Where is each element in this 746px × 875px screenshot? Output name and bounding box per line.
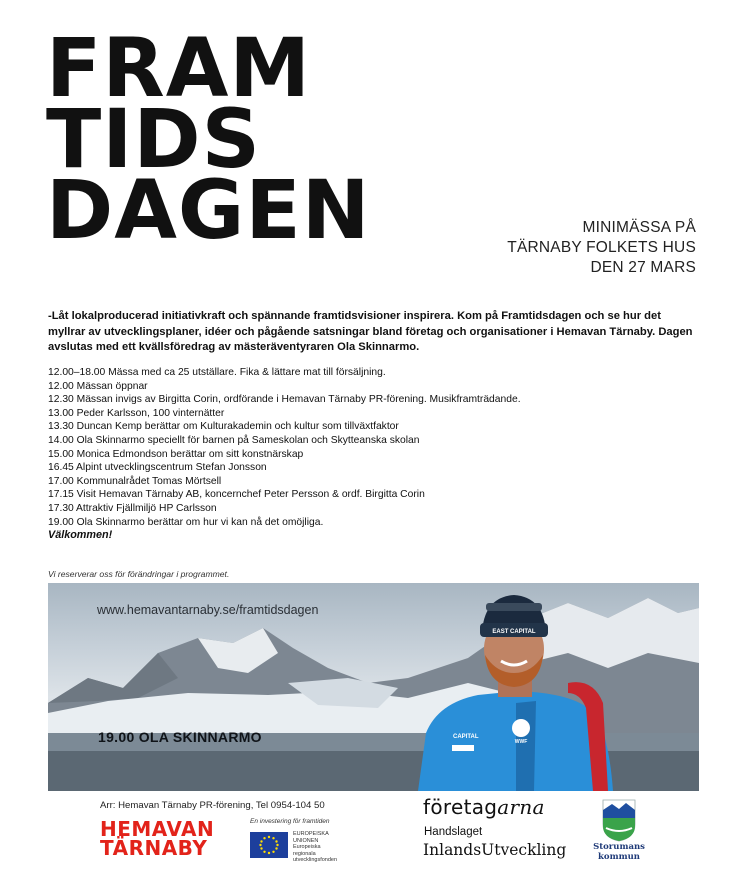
eu-tagline: En investering för framtiden <box>250 818 330 825</box>
hemavan-logo-line-1: HEMAVAN <box>100 817 215 841</box>
schedule-item: 19.00 Ola Skinnarmo berättar om hur vi kan nå det omöjliga. <box>48 516 324 528</box>
website-url[interactable]: www.hemavantarnaby.se/framtidsdagen <box>97 603 319 617</box>
hemavan-logo-line-2: TÄRNABY <box>100 836 208 860</box>
inlandsutveckling-logo: InlandsUtveckling <box>423 841 567 859</box>
storuman-line-2: kommun <box>598 851 640 862</box>
subhead-line-3: DEN 27 MARS <box>590 259 696 276</box>
handslaget-label: Handslaget <box>424 826 483 838</box>
schedule-item: 13.30 Duncan Kemp berättar om Kulturakademin och kultur som tillväxtfaktor <box>48 421 399 433</box>
schedule-item: 17.30 Attraktiv Fjällmiljö HP Carlsson <box>48 502 217 514</box>
jacket-logo-text: CAPITAL <box>453 734 479 740</box>
eu-text-line: utvecklingsfonden <box>293 857 338 863</box>
eu-text-line: regionala <box>293 850 316 857</box>
schedule-item: 12.30 Mässan invigs av Birgitta Corin, ordförande i Hemavan Tärnaby PR-förening. Musikframträdande. <box>48 394 521 406</box>
intro-paragraph: -Låt lokalproducerad initiativkraft och spännande framtidsvisioner inspirera. Kom på Framtidsdagen och se hur det myllrar av utvecklingsplaner, idéer och pågående satsningar bland företag och organisationer i Hemavan Tärnaby. Dagen avslutas med ett kvällsföredrag av mästeräventyraren Ola Skinnarmo. <box>48 310 693 353</box>
foretagarna-part2: arna <box>497 795 545 819</box>
wwf-logo <box>512 719 530 737</box>
photo-caption: 19.00 OLA SKINNARMO <box>98 729 262 745</box>
jacket-patch <box>452 745 474 751</box>
schedule-list <box>48 366 698 543</box>
arranger-info: Arr: Hemavan Tärnaby PR-förening, Tel 0954-104 50 <box>100 800 325 811</box>
welcome-text: Välkommen! <box>48 529 113 542</box>
schedule-item: 17.00 Kommunalrådet Tomas Mörtsell <box>48 475 222 487</box>
foretagarna-part1: företag <box>423 795 498 819</box>
subhead-line-1: MINIMÄSSA PÅ <box>582 219 696 236</box>
storuman-crest-icon <box>588 798 650 842</box>
schedule-item: 14.00 Ola Skinnarmo speciellt för barnen på Sameskolan och Skytteanska skolan <box>48 434 420 446</box>
schedule-item: 13.00 Peder Karlsson, 100 vinternätter <box>48 407 225 419</box>
storuman-text <box>588 843 650 862</box>
foretagarna-logo <box>423 795 545 819</box>
title-line-2: TIDS <box>46 93 261 187</box>
cap-logo-text: EAST CAPITAL <box>492 629 536 635</box>
schedule-item: 17.15 Visit Hemavan Tärnaby AB, koncernchef Peter Persson & ordf. Birgitta Corin <box>48 489 425 501</box>
event-title <box>46 22 406 258</box>
eu-flag-icon <box>250 832 288 858</box>
schedule-item: 12.00–18.00 Mässa med ca 25 utställare. Fika & lättare mat till försäljning. <box>48 367 386 378</box>
subhead-line-2: TÄRNABY FOLKETS HUS <box>507 239 696 256</box>
event-subheading <box>507 218 696 278</box>
schedule-item: 12.00 Mässan öppnar <box>48 380 148 392</box>
disclaimer: Vi reserverar oss för förändringar i programmet. <box>48 569 230 579</box>
title-line-1: FRAM <box>46 22 311 116</box>
eu-text-line: EUROPEISKA <box>293 831 329 837</box>
footer-left <box>100 800 338 863</box>
hemavan-tarnaby-logo <box>100 817 215 860</box>
eu-text-line: UNIONEN <box>293 837 319 844</box>
eu-text <box>293 831 337 864</box>
eu-funding-logo <box>250 818 360 863</box>
schedule-item: 15.00 Monica Edmondson berättar om sitt konstnärskap <box>48 448 304 460</box>
eu-text-line: Europeiska <box>293 844 321 850</box>
title-line-3: DAGEN <box>46 164 371 258</box>
wwf-text: WWF <box>514 739 528 745</box>
storuman-kommun-logo <box>588 798 650 862</box>
mountain-photo <box>48 583 699 791</box>
storuman-line-1: Storumans <box>593 842 645 852</box>
schedule-item: 16.45 Alpint utvecklingscentrum Stefan Jonsson <box>48 462 267 474</box>
